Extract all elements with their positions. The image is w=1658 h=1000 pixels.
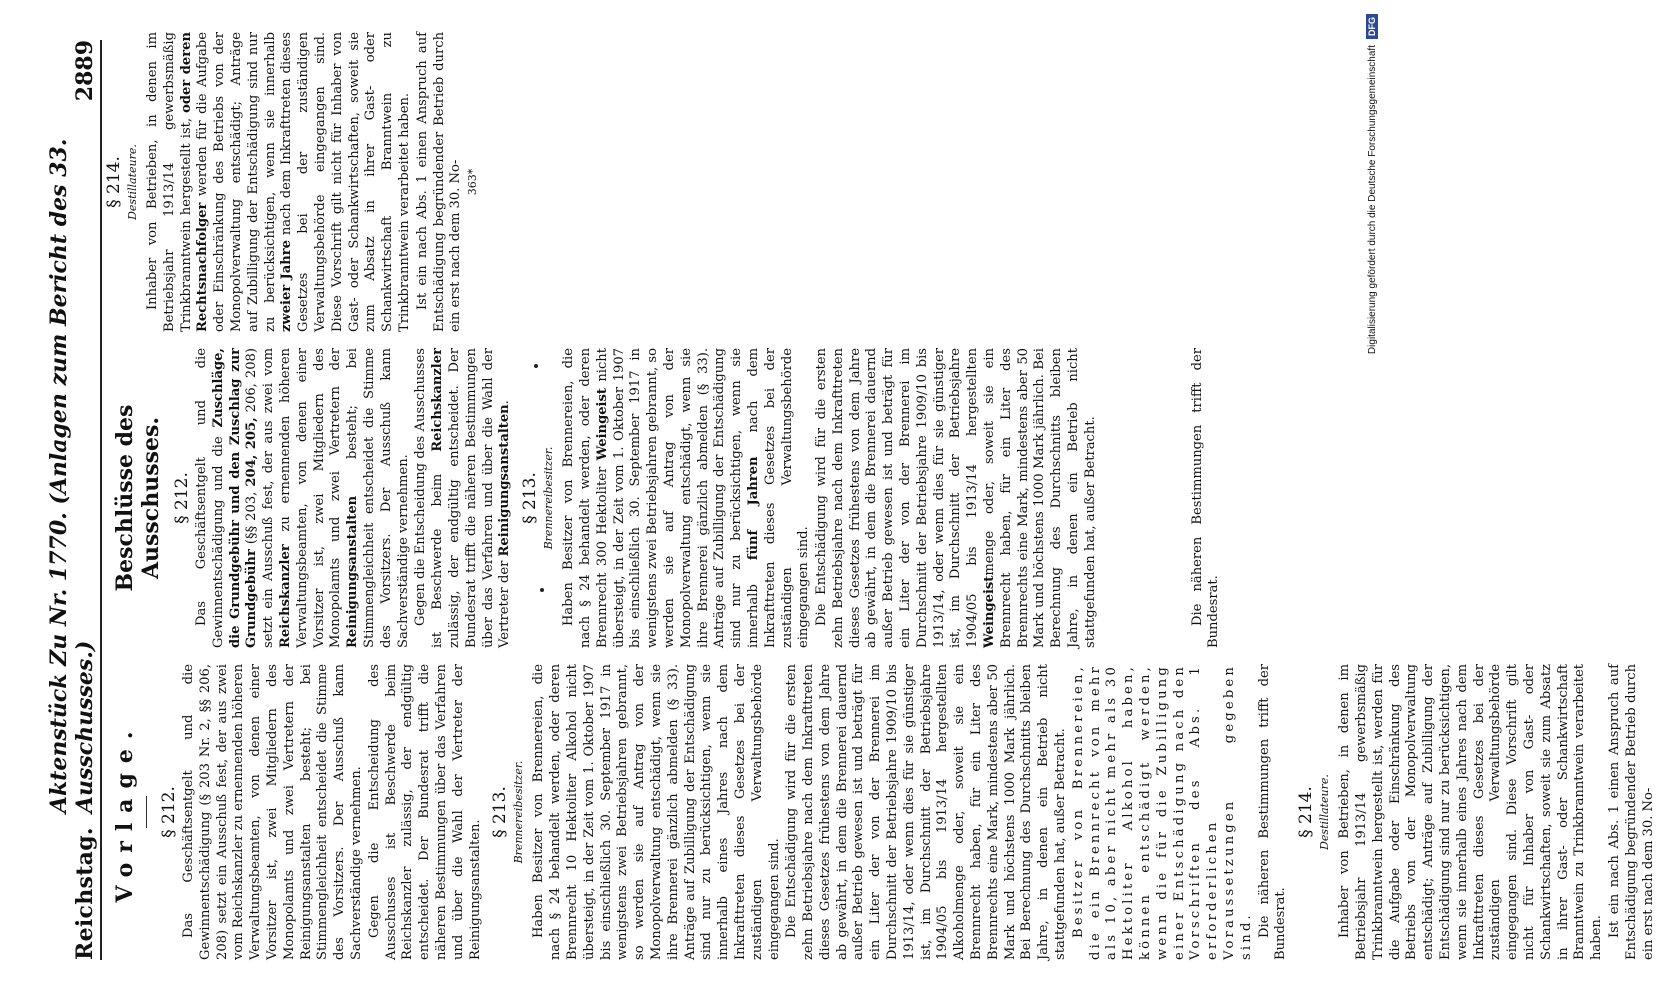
header-title: Aktenstück Zu Nr. 1770. (Anlagen zum Bericht des 33. Ausschusses.) bbox=[46, 138, 98, 814]
section-heading: § 213. bbox=[490, 786, 511, 838]
paragraph: Das Geschäftsentgelt und die Gewinnentschädigung (§ 203 Nr. 2, §§ 206, 208) setzt ein Ausschuß fest, der aus zwei vom Reichskanzler zu ernennenden höheren Verwaltungsbeamten, von denen einer Vorsitzer ist, zwei Mitgliedern des Monopolamts und zwei Vertretern der Reinigungsanstalten besteht; bei Stimmengleichheit entscheidet die Stimme des Vorsitzers. Der Ausschuß kann Sachverständige vernehmen. bbox=[181, 664, 364, 960]
section-subtitle: Brennereibesitzer. bbox=[512, 760, 526, 864]
section-heading: § 214. bbox=[1296, 786, 1317, 838]
paragraph: Gegen die Entscheidung des Ausschusses ist Beschwerde beim Reichskanzler zulässig, der endgültig entscheidet. Der Bundesrat trifft die näheren Bestimmungen über das Verfahren und über die Wahl der Vertreter der Reinigungsanstalten. bbox=[413, 348, 513, 648]
digitization-credit bbox=[1364, 14, 1380, 994]
print-speck bbox=[540, 588, 544, 592]
column-title-vorlage: Vorlage. bbox=[112, 721, 138, 903]
section-heading: § 214. bbox=[104, 156, 124, 208]
paragraph: Inhaber von Betrieben, in denen im Betriebsjahr 1913/14 gewerbsmäßig Trinkbranntwein hergestellt ist, oder deren Rechtsnachfolger werden für die Aufgabe oder Einschränkung des Betriebs von der Monopolverwaltung entschädigt; Anträge auf Zubilligung der Entschädigung sind nur zu berücksichtigen, wenn sie innerhalb zweier Jahre nach dem Inkrafttreten dieses Gesetzes bei der zuständigen Verwaltungsbehörde eingegangen sind. Diese Vorschrift gilt nicht für Inhaber von Gast- oder Schankwirtschaften, soweit sie zum Absatz in ihrer Gast- oder Schankwirtschaft Branntwein zu Trinkbranntwein verarbeitet haben. bbox=[145, 32, 412, 332]
paragraph: Ist ein nach Abs. 1 einen Anspruch auf Entschädigung begründender Betrieb durch ein erst nach dem 30. No- bbox=[1606, 664, 1656, 960]
page-number: 2889 bbox=[72, 40, 98, 102]
paragraph: Ist ein nach Abs. 1 einen Anspruch auf Entschädigung begründender Betrieb durch ein erst nach dem 30. No- bbox=[414, 32, 464, 332]
section-heading: § 212. bbox=[172, 472, 192, 524]
column-beschluesse bbox=[104, 348, 1224, 648]
paragraph-spaced: Besitzer von Brennereien, die ein Brennrecht von mehr als 10, aber nicht mehr als 30 Hektoliter Alkohol haben, können entschädigt werden, wenn die für die Zubilligung einer Entschädigung nach den Vorschriften des Abs. 1 erforderlichen Voraussetzungen gegeben sind. bbox=[1070, 664, 1254, 960]
paragraph: Gegen die Entscheidung des Ausschusses ist Beschwerde beim Reichskanzler zulässig, der endgültig entscheidet. Der Bundesrat trifft die näheren Bestimmungen über das Verfahren und über die Wahl der Vertreter der Reinigungsanstalten. bbox=[366, 664, 483, 960]
section-subtitle: Destillateure. bbox=[126, 144, 139, 220]
paragraph: Die Entschädigung wird für die ersten zehn Betriebsjahre nach dem Inkrafttreten dieses Gesetzes frühestens von dem Jahre ab gewährt, in dem die Brennerei dauernd außer Betrieb gewesen ist und beträgt für ein Liter der von der Brennerei im Durchschnitt der Betriebsjahre 1909/10 bis 1913/14, oder wenn dies für sie günstiger ist, im Durchschnitt der Betriebsjahre 1904/05 bis 1913/14 hergestellten Weingeistmenge oder, soweit sie ein Brennrecht haben, für ein Liter des Brennrechts eine Mark, mindestens aber 50 Mark und höchstens 1000 Mark jährlich. Bei Berechnung des Durchschnitts bleiben Jahre, in denen ein Betrieb nicht stattgefunden hat, außer Betracht. bbox=[814, 348, 1098, 648]
credit-text: Digitalisierung gefördert durch die Deutsche Forschungsgemeinschaft bbox=[1366, 45, 1378, 355]
page-header bbox=[46, 40, 98, 960]
dfg-logo-icon: DFG bbox=[1366, 14, 1378, 39]
section-subtitle: Brennereibesitzer. bbox=[542, 446, 556, 550]
paragraph: Haben Besitzer von Brennereien, die nach § 24 behandelt werden, oder deren Brennrecht 300 Hektoliter Weingeist nicht übersteigt, in der Zeit vom 1. Oktober 1907 bis einschließlich 30. September 1917 in wenigstens zwei Betriebsjahren gebrannt, so werden sie auf Antrag von der Monopolverwaltung entschädigt, wenn sie ihre Brennerei gänzlich abmelden (§ 33). Anträge auf Zubilligung der Entschädigung sind nur zu berücksichtigen, wenn sie innerhalb fünf Jahren nach dem Inkrafttreten dieses Gesetzes bei der zuständigen Verwaltungsbehörde eingegangen sind. bbox=[561, 348, 812, 648]
title-rule bbox=[146, 796, 147, 828]
paragraph: Das Geschäftsentgelt und die Gewinnentschädigung und die Zuschläge, die Grundgebühr und den Zuschlag zur Grundgebühr (§§ 203, 204, 205, 206, 208) setzt ein Ausschuß fest, der aus zwei vom Reichskanzler zu ernennenden höheren Verwaltungsbeamten, von denen einer Vorsitzer ist, zwei Mitgliedern des Monopolamts und zwei Vertretern der Reinigungsanstalten besteht; bei Stimmengleichheit entscheidet die Stimme des Vorsitzers. Der Ausschuß kann Sachverständige vernehmen. bbox=[194, 348, 411, 648]
column-title-beschluesse: Beschlüsse des Ausschusses. bbox=[112, 404, 164, 592]
header-rule bbox=[100, 40, 102, 960]
section-heading: § 213. bbox=[520, 472, 541, 524]
paragraph: Die Entschädigung wird für die ersten zehn Betriebsjahre nach dem Inkrafttreten dieses Gesetzes frühestens von dem Jahre ab gewährt, in dem die Brennerei dauernd außer Betrieb gewesen ist und beträgt für ein Liter der von der Brennerei im Durchschnitt der Betriebsjahre 1909/10 bis 1913/14, oder wenn dies für sie günstiger ist, im Durchschnitt der Betriebsjahre 1904/05 bis 1913/14 hergestellten Alkoholmenge oder, soweit sie ein Brennrecht haben, für ein Liter des Brennrechts eine Mark, mindestens aber 50 Mark und höchstens 1000 Mark jährlich. Bei Berechnung des Durchschnitts bleiben Jahre, in denen ein Betrieb nicht stattgefunden hat, außer Betracht. bbox=[784, 664, 1069, 960]
signature-mark: 363* bbox=[466, 168, 480, 196]
column-vorlage bbox=[104, 664, 1658, 960]
section-subtitle: Destillateure. bbox=[1318, 774, 1332, 850]
section-heading: § 212. bbox=[159, 786, 179, 838]
paragraph: Inhaber von Betrieben, in denen im Betriebsjahr 1913/14 gewerbsmäßig Trinkbranntwein hergestellt ist, werden für die Aufgabe oder Einschränkung des Betriebs von der Monopolverwaltung entschädigt; Anträge auf Zubilligung der Entschädigung sind nur zu berücksichtigen, wenn sie innerhalb eines Jahres nach dem Inkrafttreten dieses Gesetzes bei der zuständigen Verwaltungsbehörde eingegangen sind. Diese Vorschrift gilt nicht für Inhaber von Gast- oder Schankwirtschaften, soweit sie zum Absatz in ihrer Gast- oder Schankwirtschaft Branntwein zu Trinkbranntwein verarbeitet haben. bbox=[1337, 664, 1605, 960]
paragraph: Haben Besitzer von Brennereien, die nach § 24 behandelt werden, oder deren Brennrecht 10 Hektoliter Alkohol nicht übersteigt, in der Zeit vom 1. Oktober 1907 bis einschließlich 30. September 1917 in wenigstens zwei Betriebsjahren gebrannt, so werden sie auf Antrag von der Monopolverwaltung entschädigt, wenn sie ihre Brennerei gänzlich abmelden (§ 33). Anträge auf Zubilligung der Entschädigung sind nur zu berücksichtigen, wenn sie innerhalb eines Jahres nach dem Inkrafttreten dieses Gesetzes bei der zuständigen Verwaltungsbehörde eingegangen sind. bbox=[531, 664, 782, 960]
print-speck bbox=[534, 364, 538, 368]
column-continuation bbox=[104, 32, 479, 332]
credit-inner bbox=[1364, 14, 1380, 994]
paragraph: Die näheren Bestimmungen trifft der Bundesrat. bbox=[1256, 664, 1289, 960]
paragraph: Die näheren Bestimmungen trifft der Bundesrat. bbox=[1189, 348, 1222, 648]
header-left: Reichstag. bbox=[72, 827, 98, 960]
